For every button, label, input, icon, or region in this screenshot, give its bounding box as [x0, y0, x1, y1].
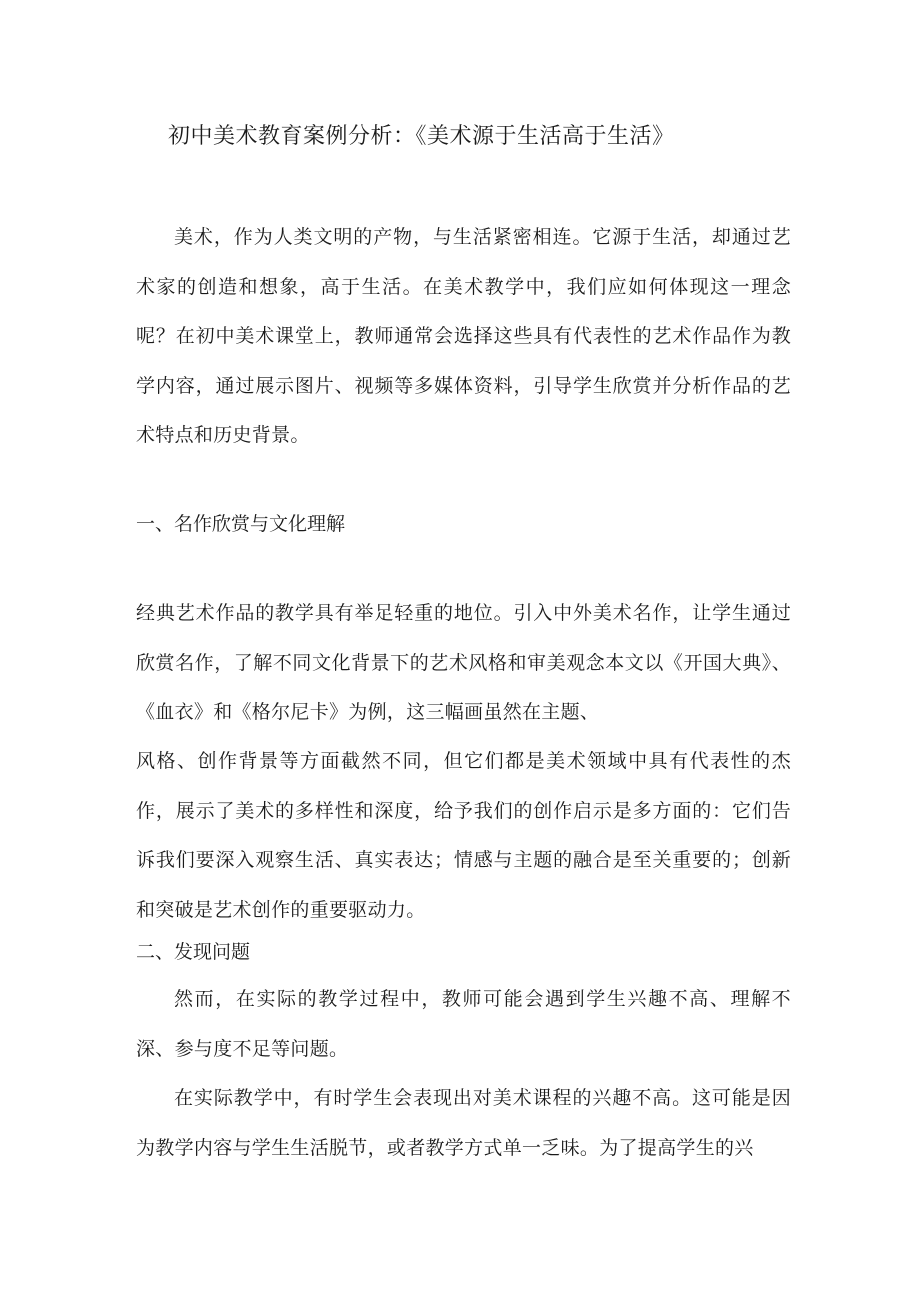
- section-1-paragraph-2: 风格、创作背景等方面截然不同，但它们都是美术领域中具有代表性的杰作，展示了美术的多样性和深度，给予我们的创作启示是多方面的：它们告诉我们要深入观察生活、真实表达；情感与主题的融合是至关重要的；创新和突破是艺术创作的重要驱动力。: [136, 750, 791, 921]
- section-1-paragraph-1: 经典艺术作品的教学具有举足轻重的地位。引入中外美术名作，让学生通过欣赏名作，了解不同文化背景下的艺术风格和审美观念本文以《开国大典》、《血衣》和《格尔尼卡》为例，这三幅画虽然在主题、: [136, 602, 791, 723]
- section-2-paragraph-2: 在实际教学中，有时学生会表现出对美术课程的兴趣不高。这可能是因为教学内容与学生生活脱节，或者教学方式单一乏味。为了提高学生的兴: [136, 1087, 791, 1159]
- section-1-heading: 一、名作欣赏与文化理解: [136, 513, 346, 535]
- intro-paragraph: 美术，作为人类文明的产物，与生活紧密相连。它源于生活，却通过艺术家的创造和想象，高于生活。在美术教学中，我们应如何体现这一理念呢？在初中美术课堂上，教师通常会选择这些具有代表性的艺术作品作为教学内容，通过展示图片、视频等多媒体资料，引导学生欣赏并分析作品的艺术特点和历史背景。: [136, 226, 791, 446]
- section-2-heading: 二、发现问题: [136, 941, 251, 963]
- page-title: 初中美术教育案例分析：《美术源于生活高于生活》: [168, 124, 675, 149]
- section-2-paragraph-1: 然而，在实际的教学过程中，教师可能会遇到学生兴趣不高、理解不深、参与度不足等问题。: [136, 988, 791, 1060]
